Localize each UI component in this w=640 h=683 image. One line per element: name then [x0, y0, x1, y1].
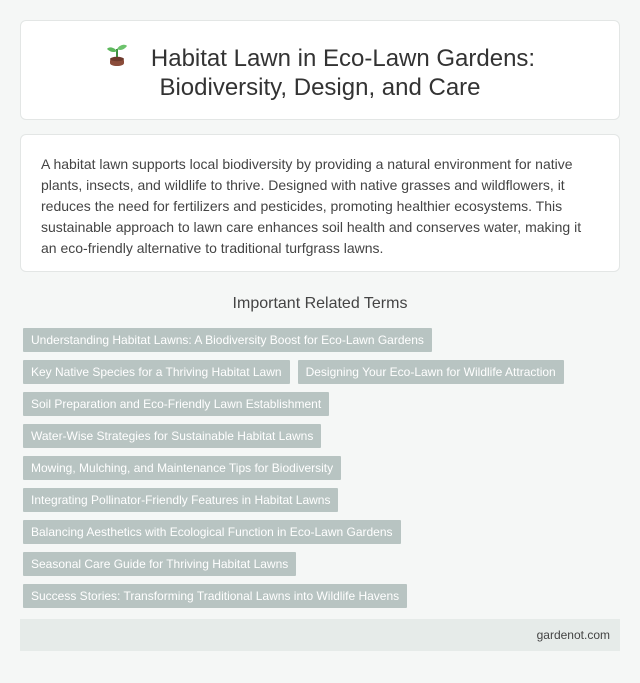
term-tag[interactable]: Soil Preparation and Eco-Friendly Lawn Establishment: [23, 392, 329, 416]
term-tag[interactable]: Success Stories: Transforming Traditional Lawns into Wildlife Havens: [23, 584, 407, 608]
related-terms-list: [20, 328, 620, 608]
term-tag[interactable]: Designing Your Eco-Lawn for Wildlife Attraction: [298, 360, 564, 384]
term-tag[interactable]: Understanding Habitat Lawns: A Biodiversity Boost for Eco-Lawn Gardens: [23, 328, 432, 352]
term-tag[interactable]: Balancing Aesthetics with Ecological Function in Eco-Lawn Gardens: [23, 520, 401, 544]
header-card: [20, 20, 620, 120]
related-terms-heading: Important Related Terms: [232, 295, 408, 312]
term-tag[interactable]: Mowing, Mulching, and Maintenance Tips for Biodiversity: [23, 456, 341, 480]
term-tag[interactable]: Seasonal Care Guide for Thriving Habitat Lawns: [23, 552, 296, 576]
title-line-1: Habitat Lawn in Eco-Lawn Gardens:: [150, 45, 536, 72]
term-tag[interactable]: Water-Wise Strategies for Sustainable Habitat Lawns: [23, 424, 321, 448]
term-tag[interactable]: Integrating Pollinator-Friendly Features in Habitat Lawns: [23, 488, 338, 512]
sprout-icon: [105, 43, 129, 69]
title-line-2: Biodiversity, Design, and Care: [159, 74, 481, 101]
page-content: [20, 20, 620, 608]
page-title: [41, 43, 599, 73]
term-tag[interactable]: Key Native Species for a Thriving Habitat Lawn: [23, 360, 290, 384]
footer-site-link[interactable]: gardenot.com: [536, 628, 610, 642]
footer: [20, 619, 620, 651]
intro-text: A habitat lawn supports local biodiversity by providing a natural environment for native plants, insects, and wildlife to thrive. Designed with native grasses and wildflowers, it reduces the need for fertilizers and pesticides, promoting healthier ecosystems. This sustainable approach to lawn care enhances soil health and conserves water, making it an eco-friendly alternative to traditional turfgrass lawns.: [41, 156, 582, 256]
intro-card: [20, 134, 620, 272]
